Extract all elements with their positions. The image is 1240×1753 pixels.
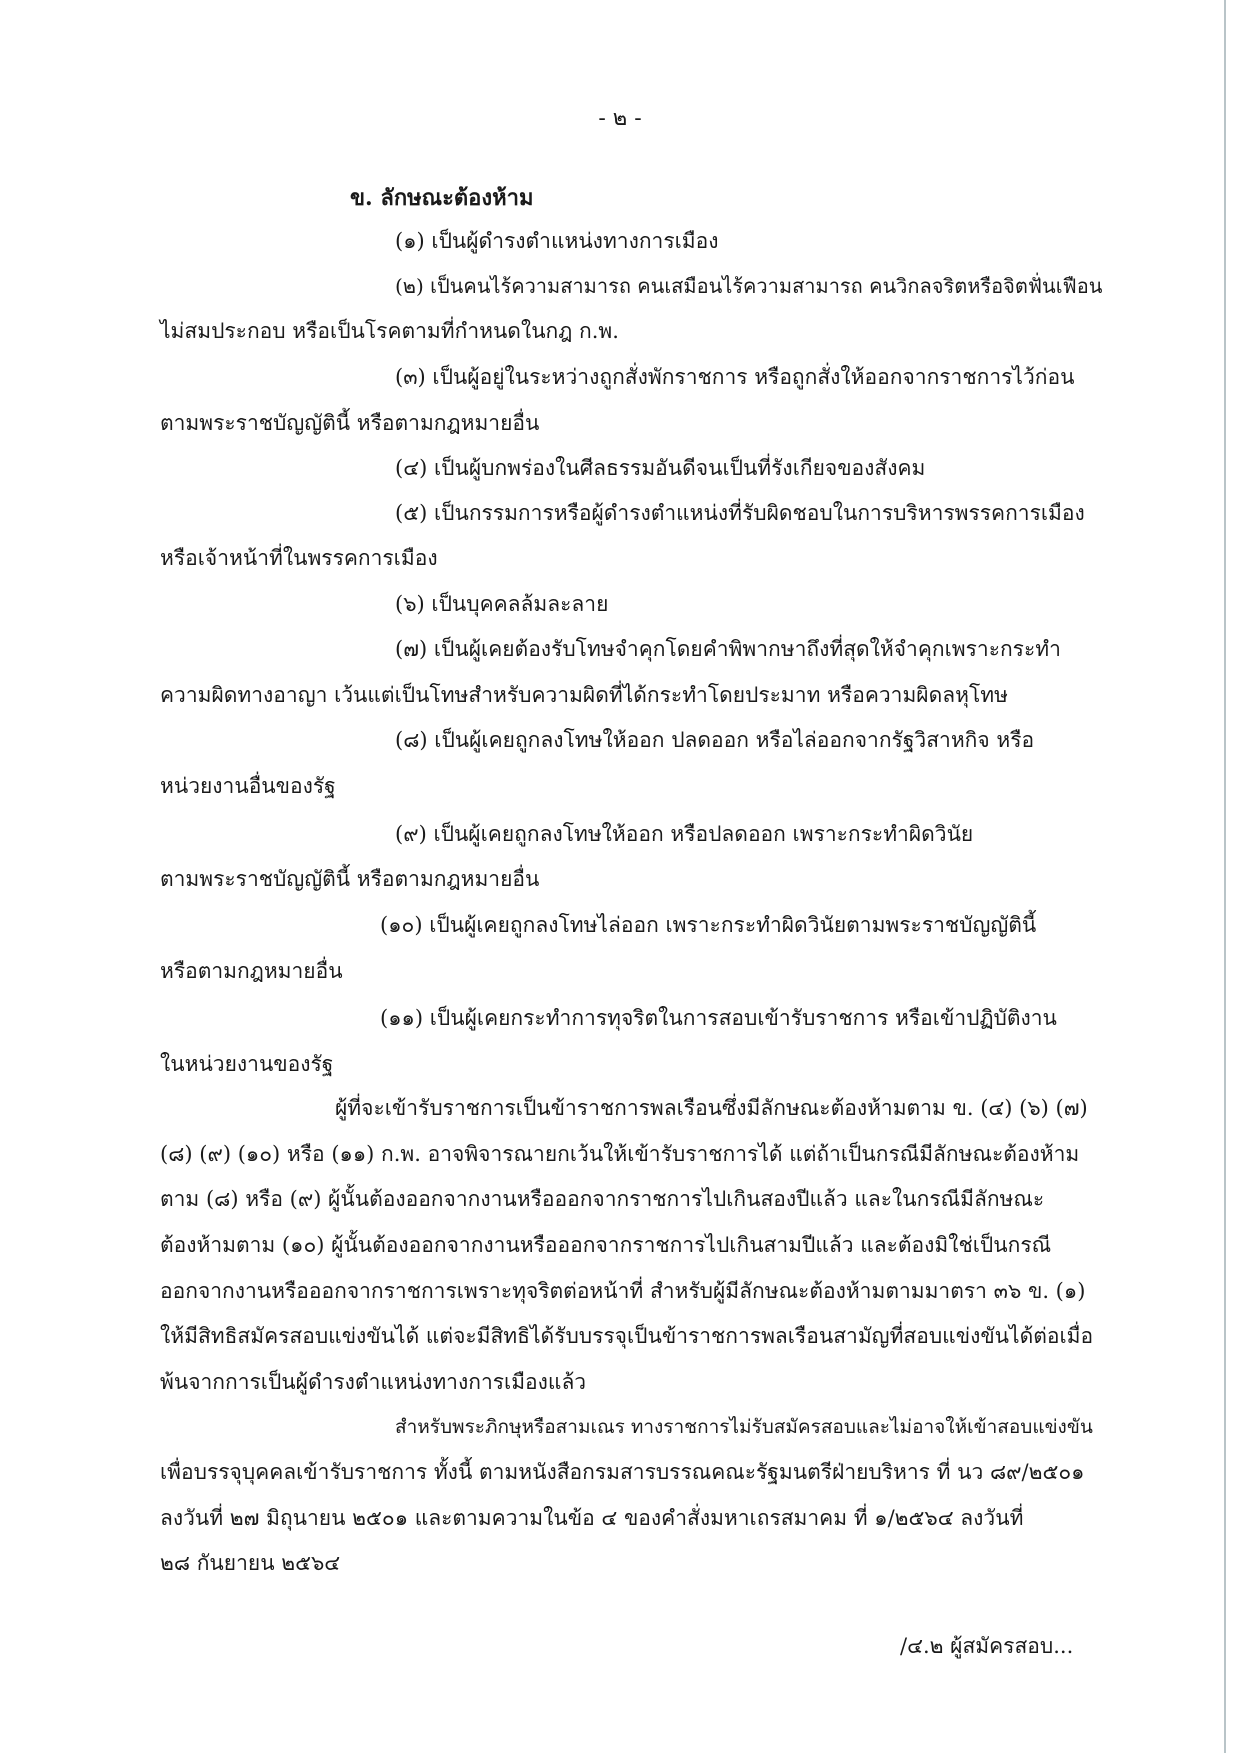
paragraph-line: ในหน่วยงานของรัฐ: [160, 1052, 334, 1076]
paragraph-line: ตามพระราชบัญญัตินี้ หรือตามกฎหมายอื่น: [160, 411, 540, 435]
paragraph-line: ผู้ที่จะเข้ารับราชการเป็นข้าราชการพลเรือนซึ่งมีลักษณะต้องห้ามตาม ข. (๔) (๖) (๗): [335, 1096, 1088, 1120]
paragraph-line: ตาม (๘) หรือ (๙) ผู้นั้นต้องออกจากงานหรือออกจากราชการไปเกินสองปีแล้ว และในกรณีมีลักษณะ: [160, 1187, 1045, 1211]
page-edge-line: [1224, 0, 1226, 1753]
paragraph-line: (๘) เป็นผู้เคยถูกลงโทษให้ออก ปลดออก หรือไล่ออกจากรัฐวิสาหกิจ หรือ: [395, 728, 1035, 752]
paragraph-line: (๒) เป็นคนไร้ความสามารถ คนเสมือนไร้ความสามารถ คนวิกลจริตหรือจิตฟั่นเฟือน: [395, 274, 1103, 298]
paragraph-line: พ้นจากการเป็นผู้ดำรงตำแหน่งทางการเมืองแล้ว: [160, 1370, 587, 1394]
paragraph-line: (๔) เป็นผู้บกพร่องในศีลธรรมอันดีจนเป็นที่รังเกียจของสังคม: [395, 456, 926, 480]
paragraph-line: ความผิดทางอาญา เว้นแต่เป็นโทษสำหรับความผิดที่ได้กระทำโดยประมาท หรือความผิดลหุโทษ: [160, 683, 1008, 707]
paragraph-line: (๓) เป็นผู้อยู่ในระหว่างถูกสั่งพักราชการ หรือถูกสั่งให้ออกจากราชการไว้ก่อน: [395, 365, 1075, 389]
paragraph-line: หน่วยงานอื่นของรัฐ: [160, 774, 336, 798]
paragraph-line: ให้มีสิทธิสมัครสอบแข่งขันได้ แต่จะมีสิทธิได้รับบรรจุเป็นข้าราชการพลเรือนสามัญที่สอบแข่งขันได้ต่อเมื่อ: [160, 1324, 1094, 1348]
paragraph-line: (๘) (๙) (๑๐) หรือ (๑๑) ก.พ. อาจพิจารณายกเว้นให้เข้ารับราชการได้ แต่ถ้าเป็นกรณีมีลักษณะต้องห้าม: [160, 1142, 1080, 1166]
paragraph-line: ลงวันที่ ๒๗ มิถุนายน ๒๕๐๑ และตามความในข้อ ๔ ของคำสั่งมหาเถรสมาคม ที่ ๑/๒๕๖๔ ลงวันที่: [160, 1506, 1024, 1530]
paragraph-line: ไม่สมประกอบ หรือเป็นโรคตามที่กำหนดในกฎ ก.พ.: [160, 319, 619, 343]
section-heading: ข. ลักษณะต้องห้าม: [350, 185, 534, 211]
paragraph-line: (๗) เป็นผู้เคยต้องรับโทษจำคุกโดยคำพิพากษาถึงที่สุดให้จำคุกเพราะกระทำ: [395, 637, 1061, 661]
paragraph-line: หรือเจ้าหน้าที่ในพรรคการเมือง: [160, 546, 438, 570]
paragraph-line: (๑) เป็นผู้ดำรงตำแหน่งทางการเมือง: [395, 229, 719, 253]
paragraph-line: ออกจากงานหรือออกจากราชการเพราะทุจริตต่อหน้าที่ สำหรับผู้มีลักษณะต้องห้ามตามมาตรา ๓๖ ข. (๑): [160, 1279, 1086, 1303]
paragraph-line: ๒๘ กันยายน ๒๕๖๔: [160, 1551, 341, 1575]
paragraph-line: สำหรับพระภิกษุหรือสามเณร ทางราชการไม่รับสมัครสอบและไม่อาจให้เข้าสอบแข่งขัน: [395, 1416, 1093, 1438]
paragraph-line: (๑๐) เป็นผู้เคยถูกลงโทษไล่ออก เพราะกระทำผิดวินัยตามพระราชบัญญัตินี้: [380, 913, 1037, 937]
paragraph-line: ตามพระราชบัญญัตินี้ หรือตามกฎหมายอื่น: [160, 867, 540, 891]
paragraph-line: เพื่อบรรจุบุคคลเข้ารับราชการ ทั้งนี้ ตามหนังสือกรมสารบรรณคณะรัฐมนตรีฝ่ายบริหาร ที่ นว ๘๙/๒๕๐๑: [160, 1460, 1085, 1484]
paragraph-line: (๕) เป็นกรรมการหรือผู้ดำรงตำแหน่งที่รับผิดชอบในการบริหารพรรคการเมือง: [395, 501, 1085, 525]
continuation-note: /๔.๒ ผู้สมัครสอบ...: [900, 1634, 1074, 1658]
paragraph-line: ต้องห้ามตาม (๑๐) ผู้นั้นต้องออกจากงานหรือออกจากราชการไปเกินสามปีแล้ว และต้องมิใช่เป็นกรณี: [160, 1233, 1052, 1257]
paragraph-line: (๖) เป็นบุคคลล้มละลาย: [395, 592, 609, 616]
paragraph-line: (๙) เป็นผู้เคยถูกลงโทษให้ออก หรือปลดออก เพราะกระทำผิดวินัย: [395, 822, 974, 846]
paragraph-line: (๑๑) เป็นผู้เคยกระทำการทุจริตในการสอบเข้ารับราชการ หรือเข้าปฏิบัติงาน: [380, 1006, 1057, 1030]
paragraph-line: หรือตามกฎหมายอื่น: [160, 959, 343, 983]
page-number: - ๒ -: [598, 106, 642, 131]
